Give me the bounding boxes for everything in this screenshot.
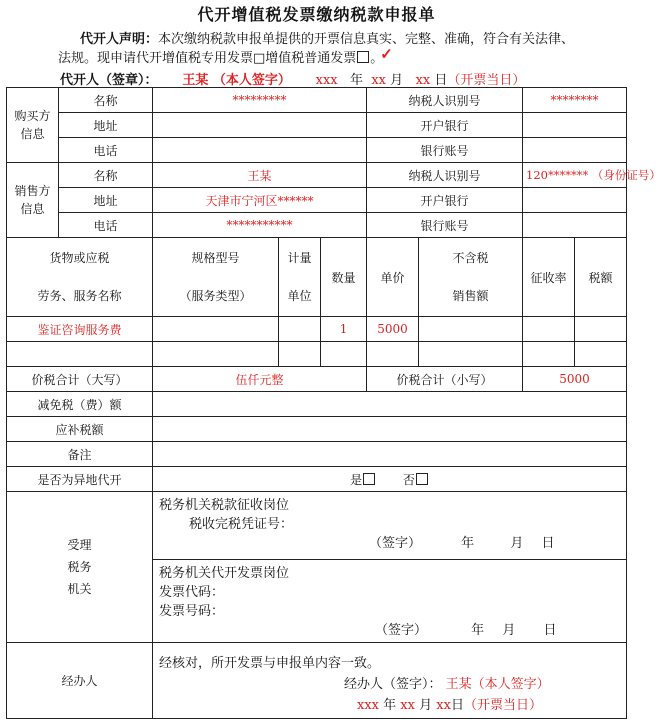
goods-item-sales	[419, 317, 523, 342]
applicant-month-label: 月	[390, 73, 404, 88]
seller-phone-row	[7, 213, 627, 238]
checkmark-icon: ✓	[380, 45, 393, 63]
remark-label: 备注	[7, 442, 153, 467]
general-invoice-checkbox[interactable]	[357, 45, 393, 63]
handler-day-label: 日	[450, 698, 464, 713]
empty-cell	[153, 342, 279, 367]
supplement-row	[7, 417, 627, 442]
applicant-day-label: 日	[434, 73, 448, 88]
sales-header	[419, 238, 523, 317]
buyer-address-label: 地址	[59, 113, 153, 138]
handler-content	[153, 643, 627, 719]
applicant-month: xx	[371, 73, 386, 88]
qty-header: 数量	[321, 238, 367, 317]
buyer-phone-row	[7, 138, 627, 163]
buyer-address-value	[153, 113, 367, 138]
handler-sign-line	[159, 674, 620, 695]
seller-bank-value	[523, 188, 627, 213]
seller-phone-value: ***********	[153, 213, 367, 238]
tax-collection-post	[153, 492, 627, 560]
goods-item-unit	[279, 317, 321, 342]
invoice-issue-post	[153, 560, 627, 643]
buyer-phone-label: 电话	[59, 138, 153, 163]
post1-year: 年	[461, 536, 475, 551]
sales-header-a: 不含税	[452, 251, 489, 265]
buyer-account-label: 银行账号	[367, 138, 523, 163]
applicant-label: 代开人（签章）：	[60, 73, 158, 88]
handler-sign-name: 王某（本人签字）	[445, 677, 550, 692]
handler-year-label: 年	[383, 698, 397, 713]
applicant-year-label: 年	[350, 73, 364, 88]
post2-title: 税务机关代开发票岗位	[159, 566, 290, 581]
empty-cell	[523, 342, 575, 367]
form-title: 代开增值税发票缴纳税款申报单	[197, 5, 436, 24]
seller-account-label: 银行账号	[367, 213, 523, 238]
buyer-name-value: *********	[153, 88, 367, 113]
total-lower-label: 价税合计（小写）	[367, 367, 523, 392]
buyer-address-row	[7, 113, 627, 138]
empty-cell	[419, 342, 523, 367]
goods-item-spec	[153, 317, 279, 342]
post1-voucher: 税收完税凭证号：	[189, 517, 294, 532]
exempt-value	[153, 392, 627, 417]
authority-label-2: 税务	[67, 560, 92, 574]
remote-no-label: 否	[402, 472, 415, 487]
supplement-value	[153, 417, 627, 442]
goods-item-price: 5000	[367, 317, 419, 342]
tax-header: 税额	[575, 238, 627, 317]
post1-day: 日	[541, 536, 555, 551]
total-lower-value: 5000	[523, 367, 627, 392]
seller-phone-label: 电话	[59, 213, 153, 238]
handler-day: xx	[436, 698, 451, 713]
goods-item-rate	[523, 317, 575, 342]
seller-bank-label: 开户银行	[367, 188, 523, 213]
applicant-day: xx	[415, 73, 431, 88]
sales-header-b: 销售额	[452, 289, 489, 303]
seller-name-row	[7, 163, 627, 188]
seller-section-label: 销售方信息	[7, 163, 59, 238]
empty-cell	[7, 342, 153, 367]
post2-code: 发票代码：	[159, 585, 225, 600]
spec-header	[153, 238, 279, 317]
goods-item-tax	[575, 317, 627, 342]
handler-month: xx	[400, 698, 415, 713]
authority-label-3: 机关	[67, 582, 92, 596]
declaration-label: 代开人声明：	[80, 32, 159, 47]
total-upper-label: 价税合计（大写）	[7, 367, 153, 392]
declaration-end: 。	[370, 51, 384, 66]
goods-name-header-b: 劳务、服务名称	[37, 289, 122, 303]
post1-sign: （签字）	[369, 536, 422, 551]
price-header: 单价	[367, 238, 419, 317]
remark-row	[7, 442, 627, 467]
unit-header-b: 单位	[287, 289, 312, 303]
unit-header	[279, 238, 321, 317]
post1-month: 月	[510, 536, 524, 551]
goods-name-header	[7, 238, 153, 317]
empty-cell	[367, 342, 419, 367]
goods-item-name: 鉴证咨询服务费	[7, 317, 153, 342]
exempt-label: 减免税（费）额	[7, 392, 153, 417]
remote-yes-label: 是	[350, 472, 363, 487]
application-form-table	[6, 87, 661, 719]
applicant-year: xxx	[315, 73, 338, 88]
buyer-bank-label: 开户银行	[367, 113, 523, 138]
handler-sign-label: 经办人（签字）：	[344, 677, 442, 692]
goods-name-header-a: 货物或应税	[49, 251, 110, 265]
goods-item-qty: 1	[321, 317, 367, 342]
applicant-signature-line	[60, 69, 620, 88]
post2-sign: （签字）	[375, 623, 428, 638]
buyer-section-label: 购买方信息	[7, 88, 59, 163]
seller-taxid-value: 120******* （身份证号）	[523, 163, 627, 188]
handler-row	[7, 643, 627, 719]
declaration	[58, 30, 578, 68]
empty-cell	[321, 342, 367, 367]
buyer-name-row	[7, 88, 627, 113]
remote-no-checkbox[interactable]	[416, 473, 428, 485]
buyer-bank-value	[523, 113, 627, 138]
seller-account-value	[523, 213, 627, 238]
remote-row	[7, 467, 627, 492]
seller-address-row	[7, 188, 627, 213]
seller-address-label: 地址	[59, 188, 153, 213]
buyer-taxid-value: ********	[523, 88, 627, 113]
post1-title: 税务机关税款征收岗位	[159, 498, 290, 513]
empty-cell	[575, 342, 627, 367]
spec-header-a: 规格型号	[191, 251, 240, 265]
applicant-name: 王某 （本人签字）	[182, 73, 291, 88]
goods-header-row	[7, 238, 627, 317]
post2-day: 日	[543, 623, 557, 638]
supplement-label: 应补税额	[7, 417, 153, 442]
handler-date-note: （开票当日）	[463, 698, 542, 713]
seller-name-label: 名称	[59, 163, 153, 188]
post2-sign-line	[159, 621, 620, 640]
seller-taxid-label: 纳税人识别号	[367, 163, 523, 188]
seller-address-value: 天津市宁河区******	[153, 188, 367, 213]
buyer-account-value	[523, 138, 627, 163]
post2-year: 年	[471, 623, 485, 638]
handler-year: xxx	[357, 698, 379, 713]
authority-label-1: 受理	[67, 538, 92, 552]
post2-number: 发票号码：	[159, 604, 225, 619]
buyer-phone-value	[153, 138, 367, 163]
declaration-text: 本次缴纳税款申报单提供的开票信息真实、完整、准确，符合有关法律、法规。现申请代开增值税专用发票□增值税普通发票	[58, 32, 575, 66]
applicant-date-note: （开票当日）	[447, 73, 526, 88]
unit-header-a: 计量	[287, 251, 312, 265]
rate-header: 征收率	[523, 238, 575, 317]
post1-sign-line	[159, 534, 620, 553]
remote-options	[153, 467, 627, 492]
buyer-taxid-label: 纳税人识别号	[367, 88, 523, 113]
seller-name-value: 王某	[153, 163, 367, 188]
handler-date-line	[159, 695, 620, 716]
authority-row-1	[7, 492, 627, 560]
authority-label	[7, 492, 153, 643]
empty-cell	[279, 342, 321, 367]
goods-row	[7, 317, 627, 342]
handler-month-label: 月	[419, 698, 433, 713]
handler-confirm: 经核对，所开发票与申报单内容一致。	[159, 656, 381, 671]
post2-month: 月	[502, 623, 516, 638]
totals-row	[7, 367, 627, 392]
exempt-row	[7, 392, 627, 417]
total-upper-value: 伍仟元整	[153, 367, 367, 392]
goods-row-empty	[7, 342, 627, 367]
spec-header-b: （服务类型）	[179, 289, 252, 303]
handler-label: 经办人	[7, 643, 153, 719]
remote-label: 是否为异地代开	[7, 467, 153, 492]
remark-value	[153, 442, 627, 467]
buyer-name-label: 名称	[59, 88, 153, 113]
remote-yes-checkbox[interactable]	[363, 473, 375, 485]
